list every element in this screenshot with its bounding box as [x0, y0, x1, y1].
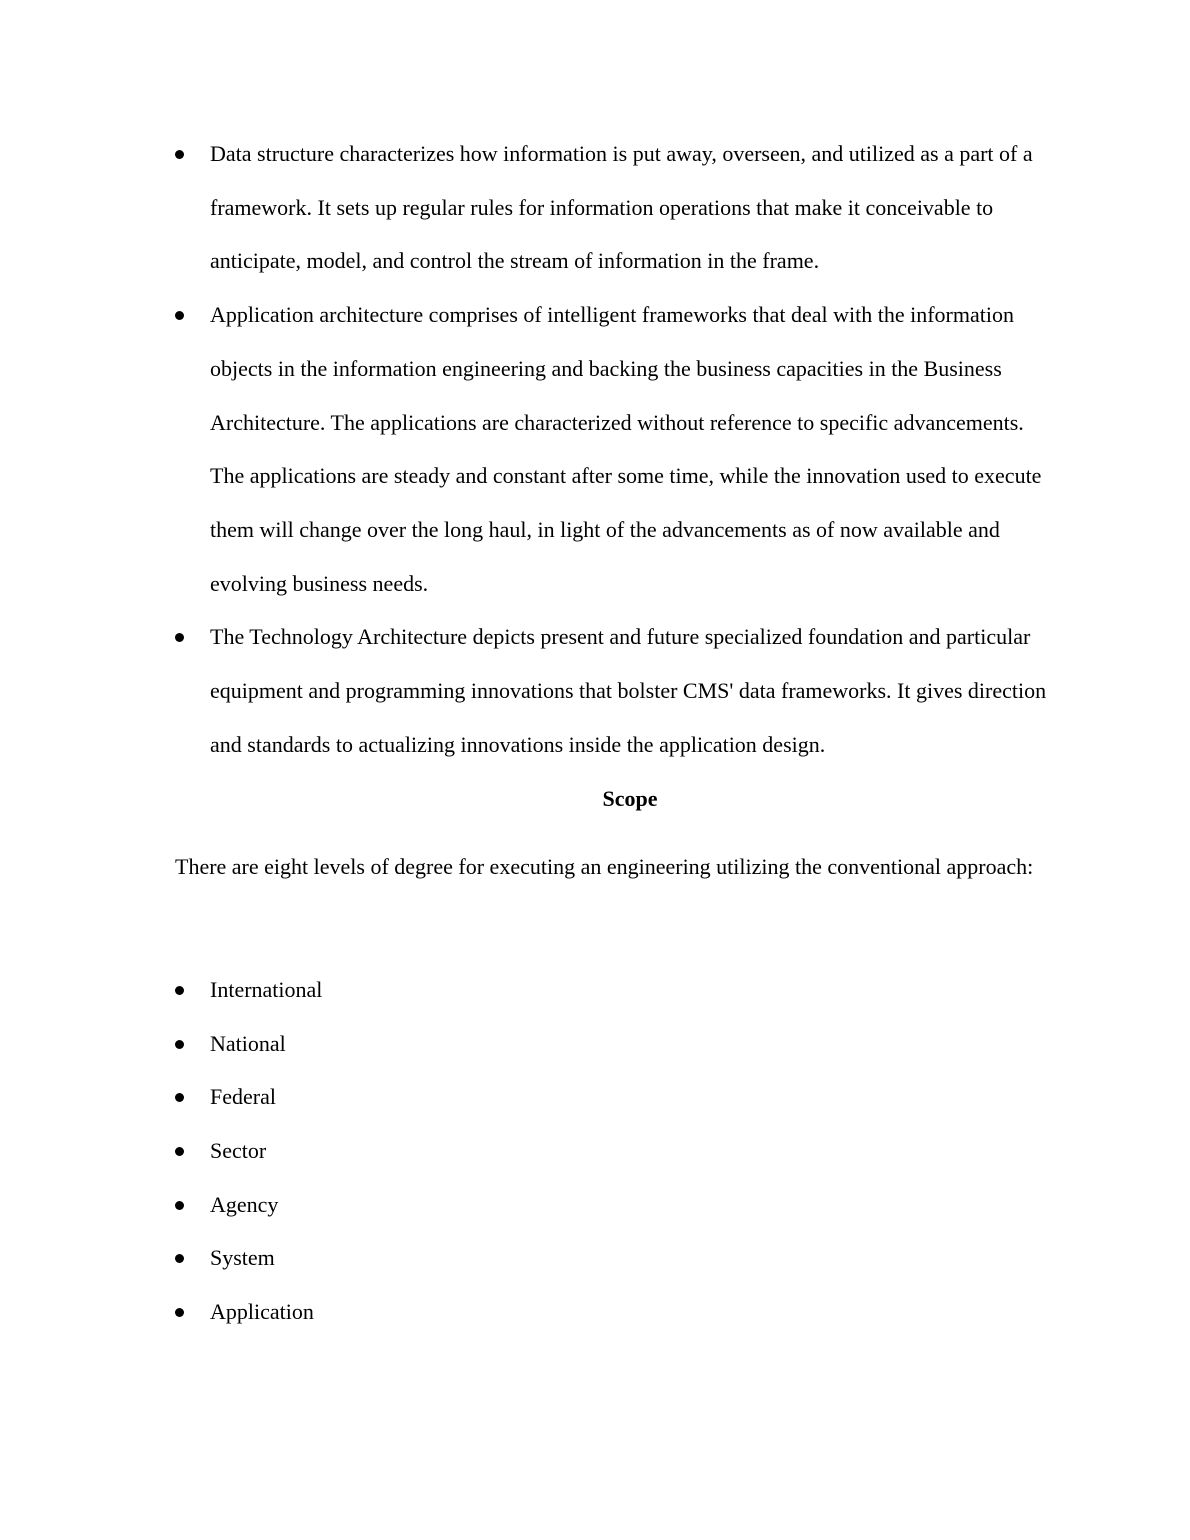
level-label: National — [210, 1030, 286, 1056]
list-item — [140, 610, 1060, 771]
list-item — [140, 1285, 1060, 1339]
bullet-icon — [175, 633, 184, 642]
bullet-icon — [175, 311, 184, 320]
bullet-icon — [175, 1308, 184, 1317]
level-label: International — [210, 977, 323, 1002]
list-item — [140, 1231, 1060, 1285]
bullet-text: Data structure characterizes how information is put away, overseen, and utilized as a part of a framework. It sets up regular rules for information operations that make it conceivable to anticipate, model, and control the stream of information in the frame. — [210, 141, 1033, 274]
bullet-icon — [175, 1040, 184, 1049]
bullet-icon — [175, 1254, 184, 1263]
bullet-text: The Technology Architecture depicts present and future specialized foundation and particular equipment and programming innovations that bolster CMS' data frameworks. It gives direction and standards to actualizing innovations inside the application design. — [210, 624, 1047, 757]
bullet-icon — [175, 1147, 184, 1156]
bullet-icon — [175, 1201, 184, 1210]
list-item — [140, 1124, 1060, 1178]
level-label: Federal — [210, 1084, 276, 1110]
level-label: Application — [210, 1299, 314, 1325]
list-item — [140, 1070, 1060, 1124]
list-item — [140, 963, 1060, 1017]
list-item — [140, 1017, 1060, 1071]
list-item — [140, 288, 1060, 610]
list-item — [140, 127, 1060, 288]
levels-bullet-list — [140, 963, 1060, 1339]
scope-paragraph: There are eight levels of degree for executing an engineering utilizing the conventional approach: — [175, 854, 1034, 879]
list-item — [140, 1178, 1060, 1232]
level-label: Sector — [210, 1138, 267, 1164]
bullet-icon — [175, 150, 184, 159]
architecture-bullet-list — [140, 127, 1060, 771]
bullet-icon — [175, 986, 184, 995]
bullet-icon — [175, 1093, 184, 1102]
level-label: System — [210, 1245, 275, 1271]
level-label: Agency — [210, 1191, 279, 1217]
scope-heading: Scope — [602, 786, 658, 811]
bullet-text: Application architecture comprises of intelligent frameworks that deal with the information objects in the information engineering and backing the business capacities in the Business Architecture. The applications are characterized without reference to specific advancements. The applications are steady and constant after some time, while the innovation used to execute them will change over the long haul, in light of the advancements as of now available and evolving business needs. — [210, 302, 1042, 596]
